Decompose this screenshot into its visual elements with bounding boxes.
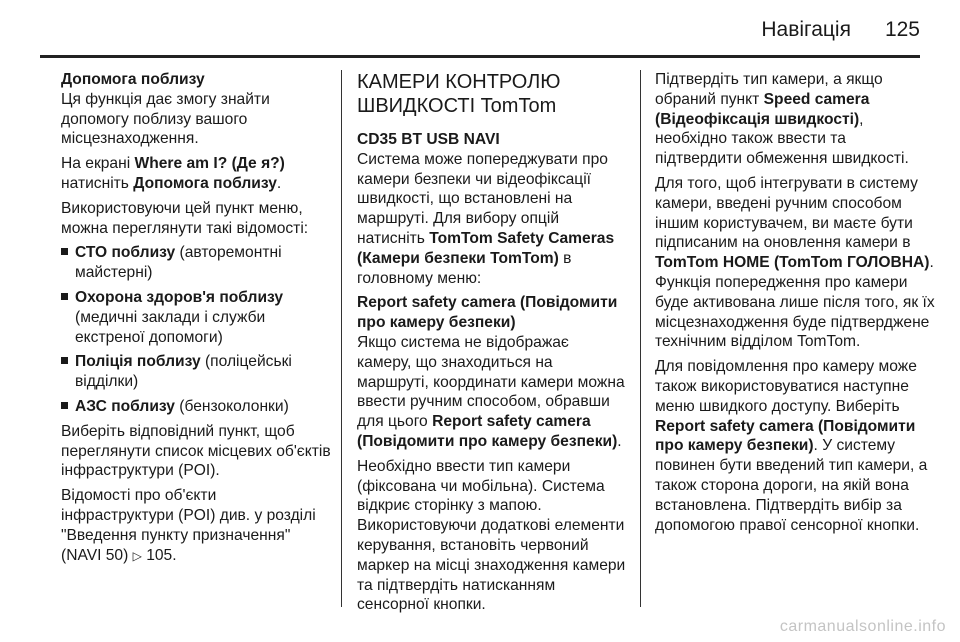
info-text: Відомості про об'єкти інфраструктури (POI) див. у розділі "Введення пункту призначення" (NAVI 50) ▷ 105. — [61, 487, 316, 564]
header-title: Навігація — [761, 18, 851, 41]
column-2 — [357, 70, 627, 620]
list-item: АЗС поблизу (бензоколонки) — [61, 397, 333, 417]
triangle-ref-icon: ▷ — [132, 548, 142, 563]
list-item: Поліція поблизу (поліцейські відділки) — [61, 352, 333, 392]
integrate-paragraph: Для того, щоб інтегрувати в систему камери, введені ручним способом іншим користувачем, ви маєте бути підписаним на оновлення камери в TomTom HOME (TomTom ГОЛОВНА). Функція попередження про камери буде активована лише після того, як їх місцезнаходження буде підтверджене технічним відділом TomTom. — [655, 174, 935, 351]
confirm-type-paragraph: Підтвердіть тип камери, а якщо обраний пункт Speed camera (Відеофіксація швидкості), необхідно також ввести та підтвердити обмеження швидкості. — [655, 71, 909, 168]
report-camera-paragraph: Report safety camera (Повідомити про камеру безпеки) Якщо система не відображає камеру, що знаходиться на маршруті, координати камери можна ввести ручним способом, обравши для цього Report safety camera (Повідомити про камеру безпеки). — [357, 294, 625, 450]
quick-menu-paragraph: Для повідомлення про камеру може також використовуватися наступне меню швидкого доступу. Виберіть Report safety camera (Повідомити про камеру безпеки). У систему повинен бути введений тип камери, а також сторона дороги, на якій вона встановлена. Підтвердіть вибір за допомогою правої сенсорної кнопки. — [655, 358, 928, 534]
menu-text: Використовуючи цей пункт меню, можна переглянути такі відомості: — [61, 199, 309, 237]
page-number: 125 — [884, 18, 920, 41]
column-divider-2 — [640, 70, 641, 607]
help-options-list — [61, 243, 333, 416]
column-1 — [61, 70, 333, 571]
select-text: Виберіть відповідний пункт, щоб переглянути список місцевих об'єктів інфраструктури (POI). — [61, 422, 331, 480]
column-3 — [655, 70, 935, 540]
screen-instruction: На екрані Where am I? (Де я?) натисніть Допомога поблизу. — [61, 155, 285, 192]
section-heading: Допомога поблизу Ця функція дає змогу знайти допомогу поблизу вашого місцезнаходження. — [61, 71, 270, 148]
page-header — [761, 18, 920, 42]
column-divider-1 — [341, 70, 342, 607]
list-item: Охорона здоров'я поблизу (медичні заклади і служби екстреної допомоги) — [61, 288, 333, 347]
camera-type-paragraph: Необхідно ввести тип камери (фіксована чи мобільна). Система відкриє сторінку з мапою. Використовуючи додаткові елементи керування, встановіть червоний маркер на місці знаходження камери та підтвердіть натисканням сенсорної кнопки. — [357, 457, 626, 614]
watermark: carmanualsonline.info — [779, 618, 946, 635]
header-rule — [40, 55, 920, 58]
model-paragraph: CD35 BT USB NAVI Система може попереджувати про камери безпеки чи відеофіксації швидкості, що встановлені на маршруті. Для вибору опцій натисніть TomTom Safety Cameras (Камери безпеки TomTom) в головному меню: — [357, 131, 615, 287]
list-item: СТО поблизу (авторемонтні майстерні) — [61, 243, 333, 283]
section-title: КАМЕРИ КОНТРОЛЮ ШВИДКОСТІ TomTom — [357, 71, 561, 117]
